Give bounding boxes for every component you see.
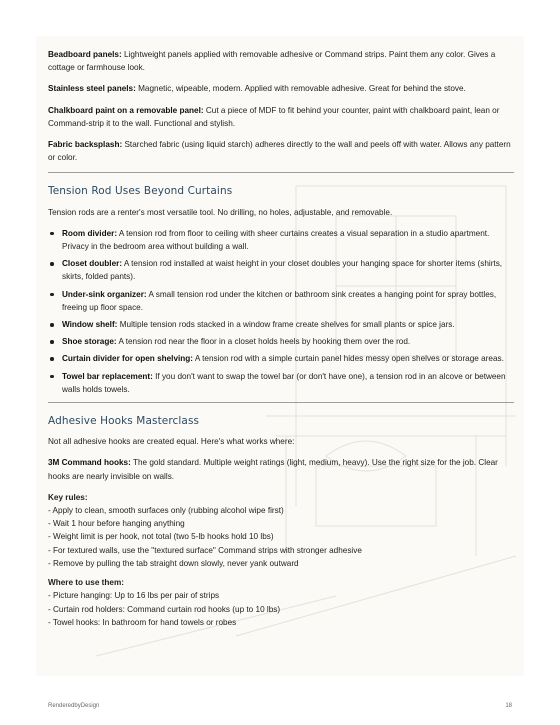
tension-list [48,227,514,396]
page-content [48,48,514,629]
section-heading-tension: Tension Rod Uses Beyond Curtains [48,185,233,198]
list-item [48,288,514,314]
list-item [48,335,514,348]
item-text: If you don't want to swap the towel bar (or don't have one), a tension rod in an alcove or between walls holds towels. [62,371,506,394]
page-number: 18 [505,703,512,709]
item-title: Window shelf: [62,320,118,330]
section-divider [48,402,514,403]
item-title: Closet doubler: [62,259,123,269]
bullet-icon [50,232,54,236]
list-item [48,370,514,396]
bullet-icon [50,323,54,327]
where-title: Where to use them: [48,578,124,588]
item-title: Stainless steel panels: [48,84,136,94]
section-intro: Not all adhesive hooks are created equal. Here's what works where: [48,437,295,447]
item-text: Lightweight panels applied with removable adhesive or Command strips. Paint them any color. Gives a cottage or farmhouse look. [48,50,496,73]
where-line: - Picture hanging: Up to 16 lbs per pair of strips [48,591,220,601]
key-rules-block [48,491,514,570]
item-title: Beadboard panels: [48,50,122,59]
where-block [48,576,514,629]
section-intro: Tension rods are a renter's most versatile tool. No drilling, no holes, adjustable, and removable. [48,207,393,217]
rule-line: - Remove by pulling the tab straight down slowly, never yank outward [48,558,299,568]
item-text: A tension rod with a simple curtain panel hides messy open shelves or storage areas. [194,354,504,364]
where-line: - Towel hooks: In bathroom for hand towels or robes [48,617,237,627]
item-text: A small tension rod under the kitchen or bathroom sink creates a hanging point for spray bottles, freeing up floor space. [62,289,497,312]
bullet-icon [50,357,54,361]
item-text: A tension rod near the floor in a closet holds heels by hooking them over the rod. [118,337,411,347]
item-title: Chalkboard paint on a removable panel: [48,105,204,115]
section-divider [48,172,514,173]
list-item [48,227,514,253]
bullet-icon [50,293,54,297]
bullet-icon [50,262,54,266]
footer-brand: RenderedbyDesign [48,703,100,709]
rule-line: - Weight limit is per hook, not total (two 5-lb hooks hold 10 lbs) [48,532,274,542]
item-text: Multiple tension rods stacked in a window frame create shelves for small plants or spice jars. [119,320,455,330]
bullet-icon [50,375,54,379]
item-title: Under-sink organizer: [62,289,147,299]
item-text: Starched fabric (using liquid starch) adheres directly to the wall and peels off with water. Allows any pattern or color. [48,140,511,163]
key-rules-title: Key rules: [48,492,88,502]
section-heading-hooks: Adhesive Hooks Masterclass [48,415,200,428]
where-line: - Curtain rod holders: Command curtain rod hooks (up to 10 lbs) [48,604,281,614]
item-title: Fabric backsplash: [48,140,123,150]
intro-item [48,82,514,95]
intro-item [48,48,514,74]
item-text: Magnetic, wipeable, modern. Applied with removable adhesive. Great for behind the stove. [138,84,466,94]
item-title: Room divider: [62,228,118,238]
list-item [48,318,514,331]
item-text: A tension rod installed at waist height in your closet doubles your hanging space for shorter items (shirts, skirts, folded pants). [62,259,503,282]
list-item [48,352,514,365]
item-title: 3M Command hooks: [48,458,131,468]
command-hooks-para [48,456,514,482]
item-title: Shoe storage: [62,337,117,347]
item-title: Towel bar replacement: [62,371,153,381]
item-text: Cut a piece of MDF to fit behind your counter, paint with chalkboard paint, lean or Command-strip it to the wall. Functional and stylish. [48,105,500,128]
page-footer [48,703,512,709]
bullet-icon [50,340,54,344]
rule-line: - Wait 1 hour before hanging anything [48,519,185,529]
list-item [48,257,514,283]
rule-line: - For textured walls, use the "textured surface" Command strips with stronger adhesive [48,545,362,555]
page-panel [36,36,524,676]
item-text: A tension rod from floor to ceiling with sheer curtains creates a visual separation in a studio apartment. Privacy in the bedroom area without building a wall. [62,228,490,252]
rule-line: - Apply to clean, smooth surfaces only (rubbing alcohol wipe first) [48,506,284,516]
intro-item [48,138,514,164]
item-text: The gold standard. Multiple weight ratings (light, medium, heavy). Use the right size for the job. Clear hooks are nearly invisible on walls. [48,458,498,481]
intro-item [48,104,514,130]
item-title: Curtain divider for open shelving: [62,354,194,364]
